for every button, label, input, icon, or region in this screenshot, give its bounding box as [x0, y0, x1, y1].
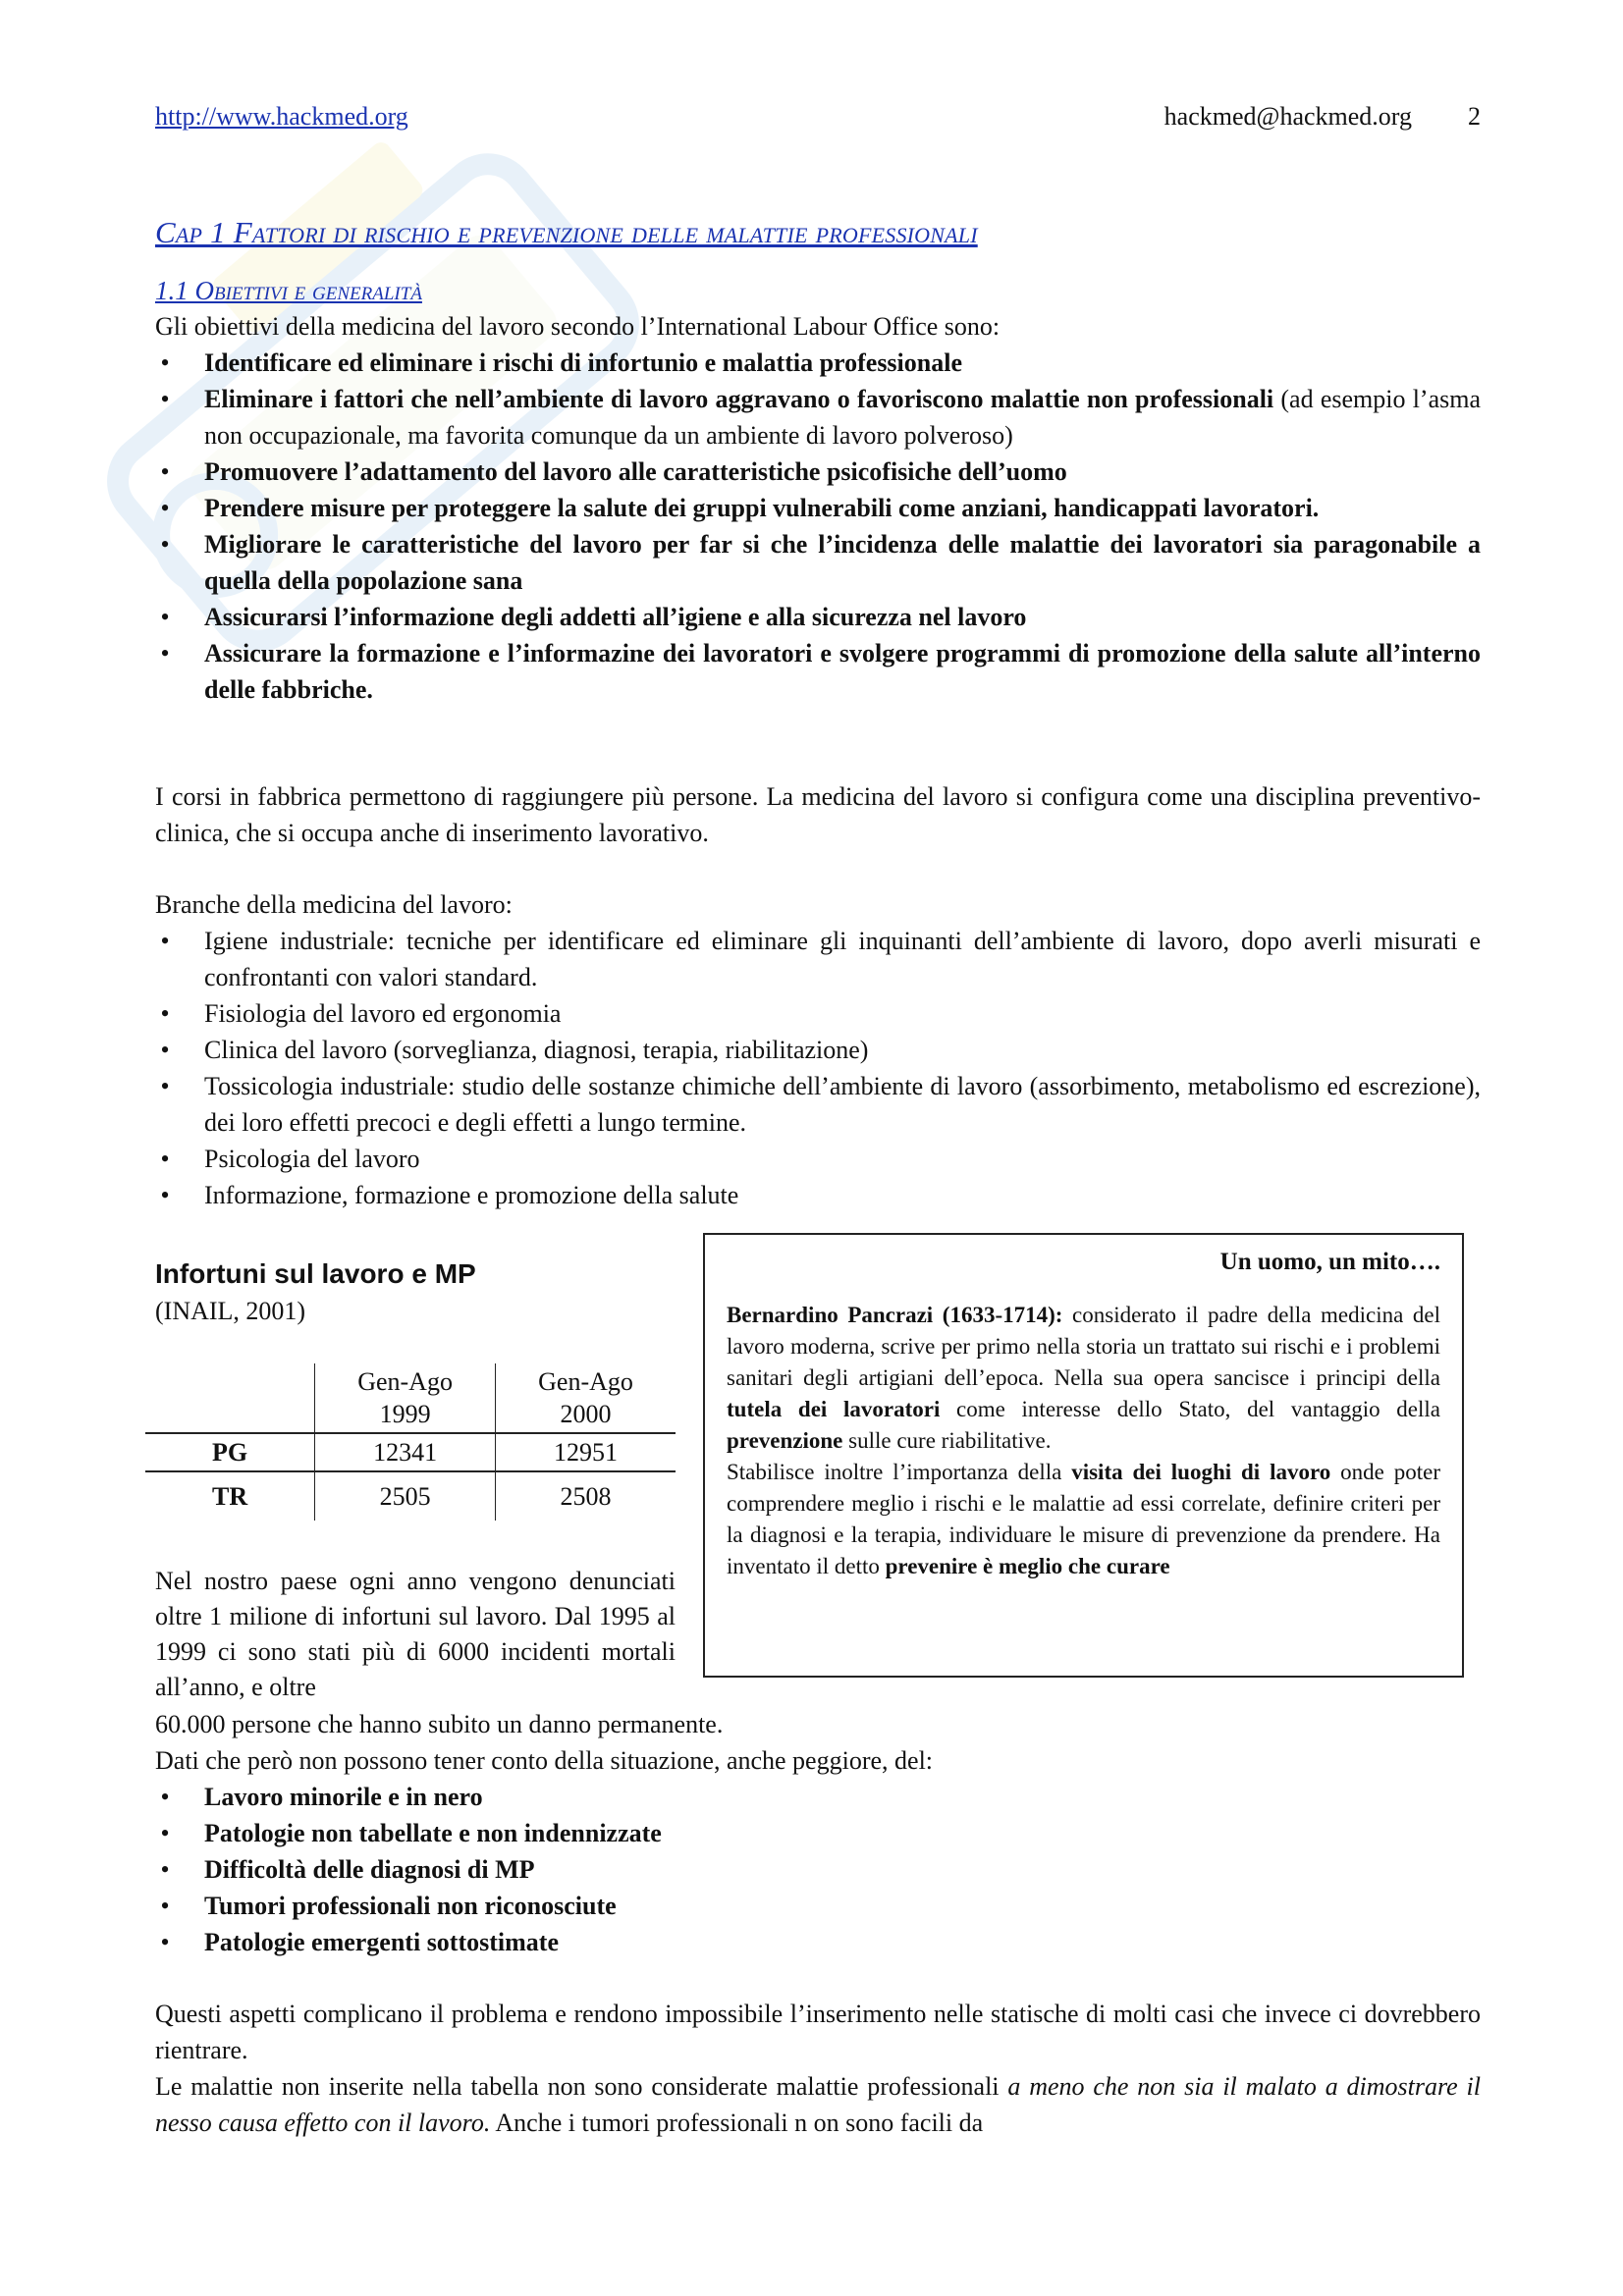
box-text: Bernardino Pancrazi (1633-1714): considerato il padre della medicina del lavoro moderna, scrive per primo nella storia un trattato sui rischi e i problemi sanitari degli artigiani dell’epoca. Nella sua opera sancisce i principi della tutela dei lavoratori come interesse dello Stato, del vantaggio della prevenzione sulle cure riabilitative. — [727, 1303, 1440, 1453]
contact-email: hackmed@hackmed.org — [1163, 102, 1412, 131]
table-row — [145, 1471, 676, 1521]
paragraph-malattie: Le malattie non inserite nella tabella non sono considerate malattie professionali a meno che non sia il malato a dimostrare il nesso causa effetto con il lavoro. Anche i tumori professionali n on sono facili da — [155, 2072, 1481, 2137]
paragraph-corsi: I corsi in fabbrica permettono di raggiungere più persone. La medicina del lavoro si configura come una disciplina preventivo-clinica, che si occupa anche di inserimento lavorativo. — [155, 782, 1481, 847]
paragraph-dati: Dati che però non possono tener conto della situazione, anche peggiore, del: — [155, 1746, 934, 1775]
column-header: Gen-Ago 1999 — [315, 1363, 496, 1433]
list-item: • Difficoltà delle diagnosi di MP — [160, 1855, 535, 1884]
table-header-row — [145, 1363, 676, 1433]
paragraph-paese: Nel nostro paese ogni anno vengono denunciati oltre 1 milione di infortuni sul lavoro. Dal 1995 al 1999 ci sono stati più di 6000 incidenti mortali all’anno, e oltre — [155, 1567, 676, 1701]
table-row — [145, 1433, 676, 1471]
list-item: • Patologie emergenti sottostimate — [160, 1928, 559, 1956]
list-item: • Prendere misure per proteggere la salute dei gruppi vulnerabili come anziani, handicappati lavoratori. — [160, 494, 1320, 522]
list-item: • Assicurarsi l’informazione degli addetti all’igiene e alla sicurezza nel lavoro — [160, 603, 1027, 631]
objectives-list — [155, 345, 1481, 708]
list-item: • Informazione, formazione e promozione della salute — [160, 1181, 739, 1209]
stats-source: (INAIL, 2001) — [155, 1297, 306, 1325]
section-heading[interactable]: 1.1 Obiettivi e generalità — [155, 276, 422, 305]
stats-title: Infortuni sul lavoro e MP — [155, 1258, 476, 1289]
table-cell: 2508 — [496, 1471, 676, 1521]
table-cell: 12341 — [315, 1433, 496, 1471]
page-header — [155, 98, 1481, 137]
row-label: PG — [145, 1433, 315, 1471]
paragraph-paese-end: 60.000 persone che hanno subito un danno permanente. — [155, 1710, 724, 1738]
branches-title: Branche della medicina del lavoro: — [155, 890, 513, 919]
table-cell: 12951 — [496, 1433, 676, 1471]
list-item: • Fisiologia del lavoro ed ergonomia — [160, 999, 562, 1028]
list-item: • Psicologia del lavoro — [160, 1145, 420, 1173]
sidebar-box — [703, 1233, 1464, 1678]
list-item: • Tossicologia industriale: studio delle sostanze chimiche dell’ambiente di lavoro (assorbimento, metabolismo ed escrezione), dei loro effetti precoci e degli effetti a lungo termine. — [160, 1072, 1481, 1137]
list-item: • Patologie non tabellate e non indennizzate — [160, 1819, 662, 1847]
row-label: TR — [145, 1471, 315, 1521]
list-item: • Tumori professionali non riconosciute — [160, 1892, 617, 1920]
site-link[interactable]: http://www.hackmed.org — [155, 102, 408, 131]
list-item: • Promuovere l’adattamento del lavoro alle caratteristiche psicofisiche dell’uomo — [160, 457, 1067, 486]
branches-list — [155, 923, 1481, 1213]
list-item: • Identificare ed eliminare i rischi di infortunio e malattia professionale — [160, 348, 963, 377]
issues-list — [155, 1779, 1481, 1960]
list-item: • Lavoro minorile e in nero — [160, 1783, 483, 1811]
chapter-heading[interactable]: Cap 1 Fattori di rischio e prevenzione delle malattie professionali — [155, 215, 978, 249]
list-item: • Igiene industriale: tecniche per identificare ed eliminare gli inquinanti dell’ambiente di lavoro, dopo averli misurati e confrontanti con valori standard. — [160, 927, 1481, 991]
list-item: • Clinica del lavoro (sorveglianza, diagnosi, terapia, riabilitazione) — [160, 1036, 869, 1064]
page-number: 2 — [1468, 102, 1481, 131]
box-text-2: Stabilisce inoltre l’importanza della visita dei luoghi di lavoro onde poter comprendere meglio i rischi e le malattie ad essi correlate, definire criteri per la diagnosi e la terapia, individuare le misure di prevenzione da prendere. Ha inventato il detto prevenire è meglio che curare — [727, 1460, 1441, 1578]
intro-line: Gli obiettivi della medicina del lavoro secondo l’International Labour Office sono: — [155, 312, 1001, 341]
box-title: Un uomo, un mito…. — [1219, 1249, 1440, 1275]
column-header: Gen-Ago 2000 — [496, 1363, 676, 1433]
list-item: • Assicurare la formazione e l’informazine dei lavoratori e svolgere programmi di promozione della salute all’interno delle fabbriche. — [160, 639, 1481, 704]
stats-table — [145, 1363, 676, 1521]
table-cell: 2505 — [315, 1471, 496, 1521]
list-item: • Migliorare le caratteristiche del lavoro per far si che l’incidenza delle malattie dei lavoratori sia paragonabile a quella della popolazione sana — [160, 530, 1481, 595]
paragraph-aspetti: Questi aspetti complicano il problema e rendono impossibile l’inserimento nelle statische di molti casi che invece ci dovrebbero rientrare. — [155, 2000, 1481, 2064]
list-item: • Eliminare i fattori che nell’ambiente di lavoro aggravano o favoriscono malattie non professionali (ad esempio l’asma non occupazionale, ma favorita comunque da un ambiente di lavoro polveroso) — [160, 385, 1481, 450]
